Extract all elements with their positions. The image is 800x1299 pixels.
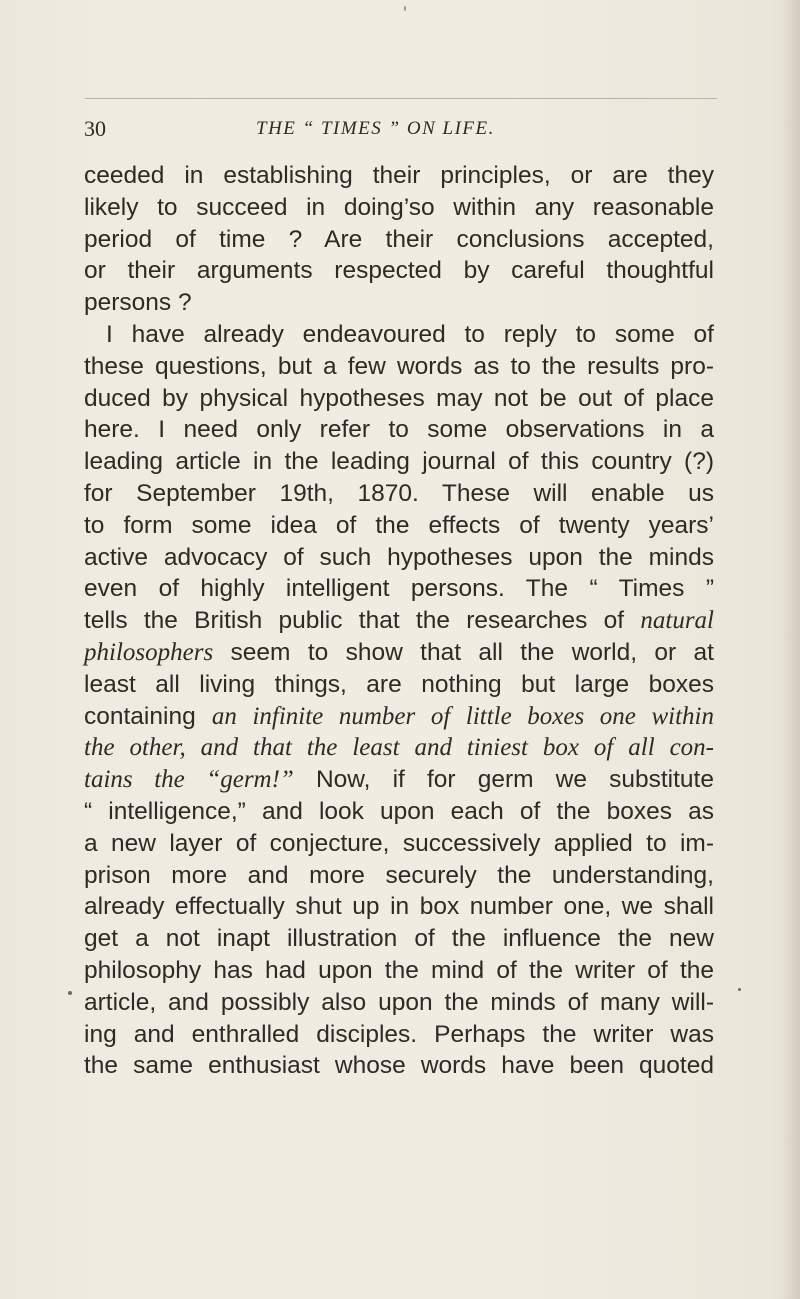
italic-phrase: the other, and that the least and tiniest box of all con- — [84, 734, 714, 762]
running-head — [84, 116, 714, 146]
header-rule — [85, 98, 717, 99]
text-line: active advocacy of such hypotheses upon the minds — [84, 543, 714, 571]
text-line: philosophy has had upon the mind of the writer of the — [84, 956, 714, 984]
italic-phrase: natural — [640, 607, 714, 635]
text-line: get a not inapt illustration of the influence the new — [84, 925, 714, 953]
text-line: ing and enthralled disciples. Perhaps the writer was — [84, 1020, 714, 1048]
text-line: a new layer of conjecture, successively applied to im- — [84, 829, 714, 857]
text-line: article, and possibly also upon the minds of many will- — [84, 988, 714, 1016]
text-line: these questions, but a few words as to the results pro- — [84, 352, 714, 380]
text-line: persons ? — [84, 289, 192, 317]
text-line: already effectually shut up in box number one, we shall — [84, 893, 714, 921]
text-line: prison more and more securely the understanding, — [84, 861, 714, 889]
italic-phrase: philosophers — [84, 638, 214, 666]
text-line: duced by physical hypotheses may not be out of place — [84, 384, 714, 412]
text-line: tells the British public that the researches of natural — [84, 607, 714, 635]
page-edge-shadow — [782, 0, 800, 1299]
text-line: likely to succeed in doing’so within any reasonable — [84, 193, 714, 221]
text-line: tains the “germ!” Now, if for germ we substitute — [84, 766, 714, 794]
text-line: philosophers seem to show that all the world, or at — [84, 638, 714, 666]
margin-speck — [68, 991, 72, 995]
text-line: for September 19th, 1870. These will enable us — [84, 479, 714, 507]
body-text — [84, 160, 714, 1082]
text-line: even of highly intelligent persons. The “ Times ” — [84, 575, 714, 603]
page-number: 30 — [84, 116, 106, 141]
margin-speck — [738, 988, 741, 991]
text-line: or their arguments respected by careful thoughtful — [84, 257, 714, 285]
paragraph-start-line: I have already endeavoured to reply to some of — [106, 320, 714, 348]
text-line: here. I need only refer to some observations in a — [84, 416, 714, 444]
text-line: to form some idea of the effects of twenty years’ — [84, 511, 714, 539]
running-title: THE “ TIMES ” ON LIFE. — [256, 118, 495, 139]
print-speck — [404, 6, 406, 11]
italic-phrase: an infinite number of little boxes one within — [211, 702, 714, 730]
text-line: “ intelligence,” and look upon each of the boxes as — [84, 797, 714, 825]
text-line: least all living things, are nothing but large boxes — [84, 670, 714, 698]
text-line: the same enthusiast whose words have been quoted — [84, 1052, 714, 1080]
text-line: period of time ? Are their conclusions accepted, — [84, 225, 714, 253]
text-line: leading article in the leading journal of this country (?) — [84, 448, 714, 476]
italic-phrase: tains the — [84, 766, 207, 794]
text-line — [84, 732, 714, 764]
text-line: ceeded in establishing their principles, or are they — [84, 162, 714, 189]
italic-phrase: “germ!” — [206, 766, 294, 794]
text-line: containing an infinite number of little boxes one within — [84, 702, 714, 730]
